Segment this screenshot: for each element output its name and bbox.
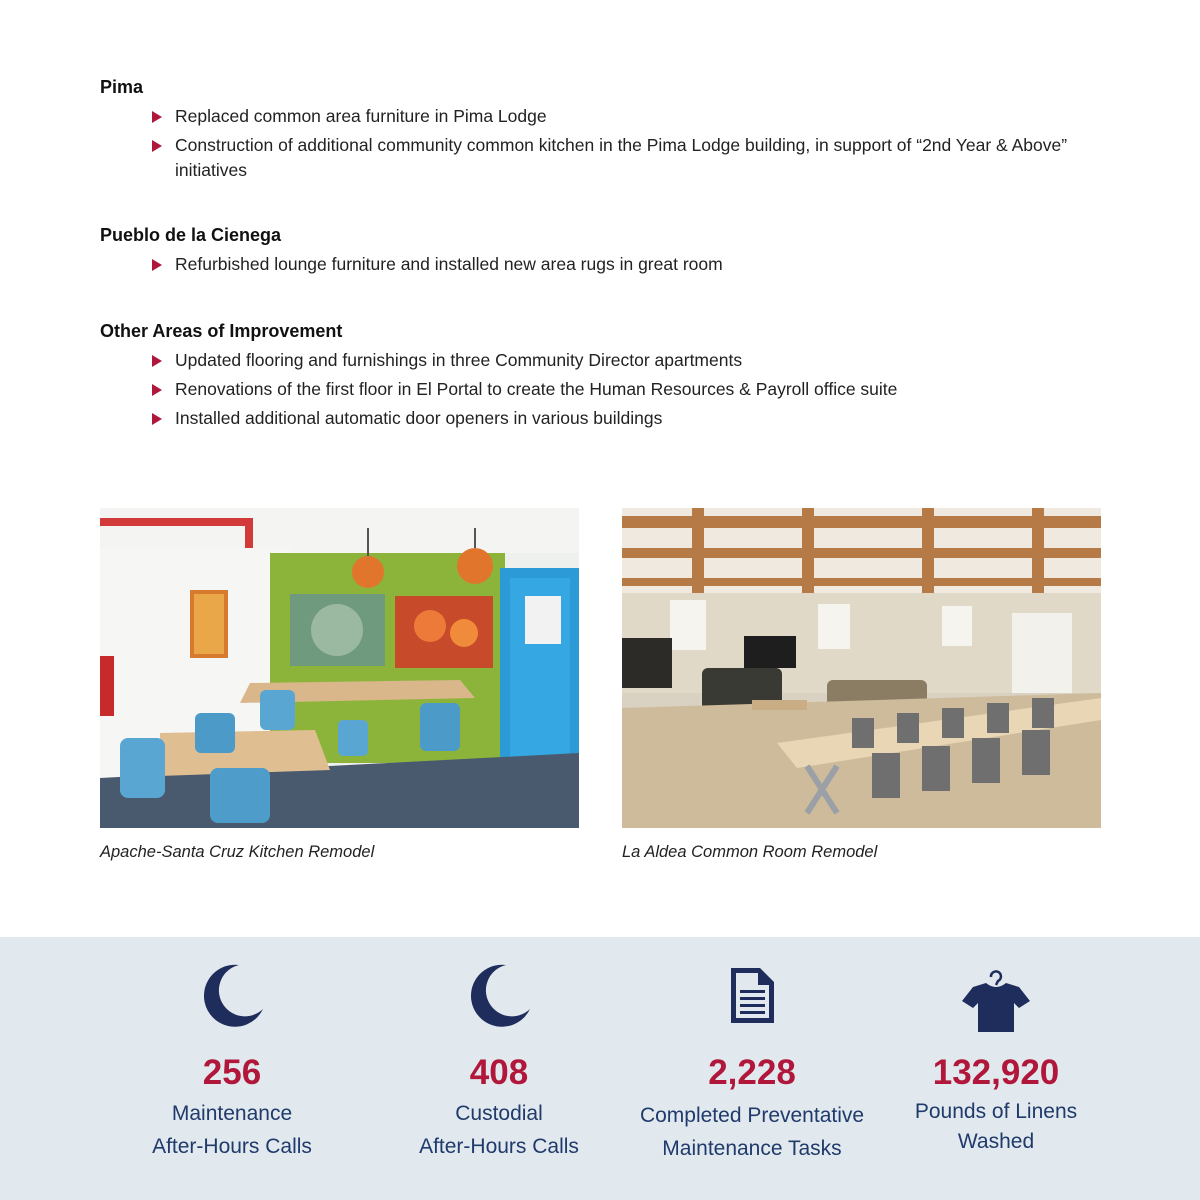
stat-label-line: Completed Preventative (639, 1104, 865, 1127)
common-room-photo-illustration (622, 508, 1101, 828)
photo-caption: La Aldea Common Room Remodel (622, 843, 878, 861)
photo-kitchen-remodel (100, 508, 579, 828)
photo-common-room-remodel (622, 508, 1101, 828)
list-item-text: Installed additional automatic door openers in various buildings (175, 408, 663, 428)
stat-label-line: Maintenance (171, 1102, 293, 1125)
section-heading: Other Areas of Improvement (100, 321, 343, 341)
bullet-list (100, 348, 1100, 431)
stat-label-line: Custodial (455, 1102, 543, 1125)
moon-icon (199, 963, 265, 1029)
bullet-triangle-icon (152, 111, 162, 123)
stat-label (611, 1099, 893, 1165)
list-item-text: Refurbished lounge furniture and installed new area rugs in great room (175, 254, 723, 274)
list-item-text: Construction of additional community common kitchen in the Pima Lodge building, in support of “2nd Year & Above” initiatives (175, 135, 1068, 180)
stat-label (92, 1097, 372, 1163)
list-item (152, 377, 1100, 402)
list-item-text: Renovations of the first floor in El Portal to create the Human Resources & Payroll office suite (175, 379, 898, 399)
bullet-list (100, 104, 1100, 183)
section-pima (100, 76, 1100, 187)
stat-number: 132,920 (932, 1053, 1060, 1092)
shirt-hanger-icon (961, 967, 1031, 1033)
bullet-triangle-icon (152, 355, 162, 367)
bullet-triangle-icon (152, 384, 162, 396)
stat-label-line: Washed (957, 1130, 1035, 1153)
list-item (152, 104, 1100, 129)
list-item (152, 348, 1100, 373)
stat-label-line: After-Hours Calls (419, 1135, 579, 1158)
stat-label (856, 1097, 1136, 1157)
section-pueblo (100, 224, 1100, 281)
stat-label (359, 1097, 639, 1163)
bullet-triangle-icon (152, 259, 162, 271)
stats-band (0, 937, 1200, 1200)
list-item-text: Replaced common area furniture in Pima Lodge (175, 106, 547, 126)
stat-number: 2,228 (708, 1053, 796, 1092)
photo-caption: Apache-Santa Cruz Kitchen Remodel (100, 843, 375, 861)
moon-icon (466, 963, 532, 1029)
stat-label-line: Maintenance Tasks (662, 1137, 842, 1160)
section-other-areas (100, 320, 1100, 435)
bullet-list (100, 252, 1100, 277)
list-item (152, 133, 1100, 183)
section-heading: Pueblo de la Cienega (100, 225, 282, 245)
list-item (152, 406, 1100, 431)
bullet-triangle-icon (152, 413, 162, 425)
stat-number: 408 (469, 1053, 529, 1092)
document-icon (728, 967, 776, 1025)
list-item (152, 252, 1100, 277)
bullet-triangle-icon (152, 140, 162, 152)
stat-label-line: Pounds of Linens (914, 1100, 1078, 1123)
section-heading: Pima (100, 77, 144, 97)
stat-number: 256 (202, 1053, 262, 1092)
kitchen-photo-illustration (100, 508, 579, 828)
stat-label-line: After-Hours Calls (152, 1135, 312, 1158)
list-item-text: Updated flooring and furnishings in three Community Director apartments (175, 350, 743, 370)
